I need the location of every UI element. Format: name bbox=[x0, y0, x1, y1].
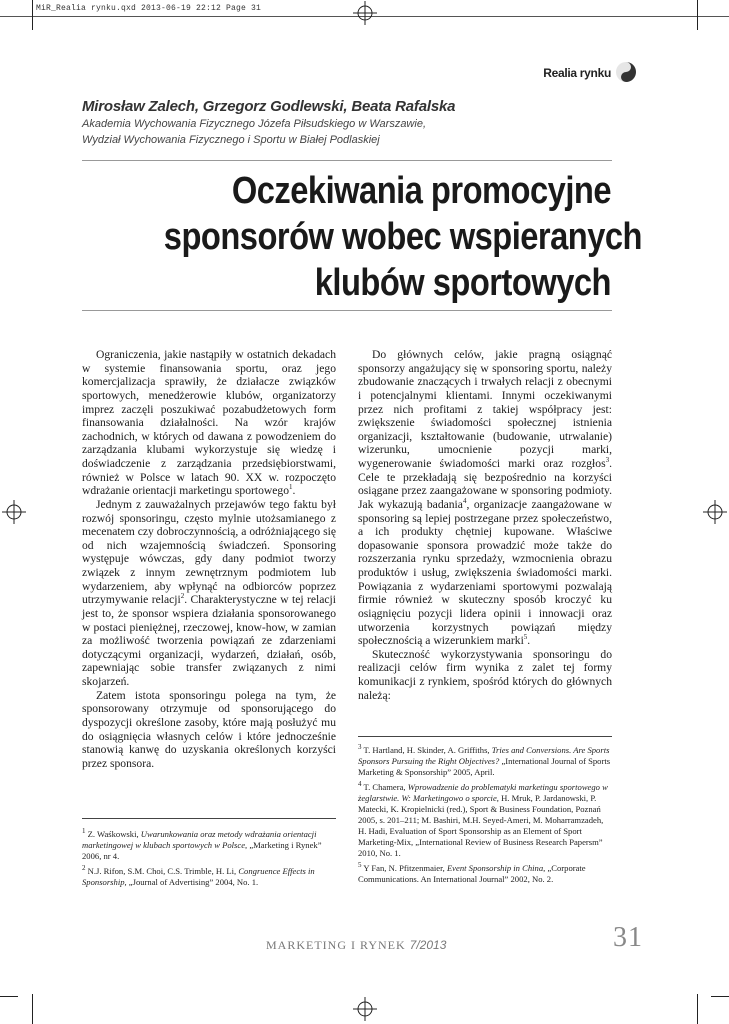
footnote-rule bbox=[82, 818, 336, 819]
registration-mark-icon bbox=[353, 1, 377, 25]
footnote: $^5$ Y Fan, N. Pfitzenmaier, Event Sponsorship in China, „Corporate Communications. An International Journal” 2002, No. 2. bbox=[358, 860, 586, 884]
paragraph: Skuteczność wykorzystywania sponsoringu do realizacji celów firm wynika z zalet tej formy komunikacji z rynkiem, spośród których do głównych należą: bbox=[358, 647, 612, 702]
affiliation-line: Wydział Wychowania Fizycznego i Sportu w Białej Podlaskiej bbox=[82, 134, 380, 146]
paragraph: Do głównych celów, jakie pragną osiągnąć sponsorzy angażujący się w sponsoring sportu, należy zbudowanie znaczących i trwałych relacji z obecnymi i potencjalnymi klientami. Innymi oczekiwanymi przez nich profitami z takiej współpracy jest: zwiększenie świadomości społecznej istnienia organizacji, kształtowanie (budowanie, utrwalanie) wizerunku, umocnienie pozycji marki, wygenerowanie świadomości marki oraz rozgłos$^3$. Cele te przekładają się bezpośrednio na korzyści osiągane przez zaangażowane w sponsoring podmioty. Jak wykazują badania$^4$, organizacje zaangażowane w sponsoring są lepiej postrzegane przez społeczeństwo, a ich produkty chętniej kupowane. Właściwe dopasowanie sponsora prowadzić może także do rozszerzania rynku sprzedaży, wzmocnienia obrazu produktów i usług, zwiększenia świadomości marki. Powiązania z wydarzeniami sportowymi pozwalają firmie również w skuteczny sposób kroczyć ku osiągnięciu pozycji lidera opinii i innowacji oraz utworzenia korzystnych powiązań między społecznością a wizerunkiem marki$^5$. bbox=[358, 348, 612, 648]
page-number: 31 bbox=[613, 922, 643, 953]
registration-mark-icon bbox=[353, 997, 377, 1021]
crop-mark bbox=[32, 994, 33, 1024]
body-column-right bbox=[358, 348, 612, 702]
crop-mark bbox=[697, 0, 698, 30]
title-line: Oczekiwania promocyjne bbox=[231, 170, 611, 212]
crop-mark bbox=[32, 0, 33, 30]
title-line: sponsorów wobec wspieranych bbox=[163, 216, 643, 258]
section-label: Realia rynku bbox=[543, 66, 611, 80]
footnotes-right bbox=[358, 742, 612, 886]
footnote-rule bbox=[358, 736, 612, 737]
paragraph: Ograniczenia, jakie nastąpiły w ostatnich dekadach w systemie finansowania sportu, oraz jego komercjalizacja sprawiły, że działacze związków sportowych, menedżerowie klubów, organizatorzy imprez zaczęli poszukiwać pozabudżetowych form finansowania działalności. Na wzór krajów zachodnich, w których od dawana z powodzeniem do zarządzania klubami wykorzystuje się wiedzę i doświadczenie z zarządzania przedsiębiorstwami, również w Polsce w latach 90. XX w. rozpoczęto wdrażanie orientacji marketingu sportowego$^1$. bbox=[82, 348, 336, 498]
header-divider bbox=[82, 160, 612, 161]
body-column-left bbox=[82, 348, 336, 770]
title-line: klubów sportowych bbox=[314, 262, 611, 304]
footnote: $^4$ T. Chamera, Wprowadzenie do problematyki marketingu sportowego w żeglarstwie. W: Marketingowo o sporcie, H. Mruk, P. Jardanowski, P. Matecki, K. Kropielnicki (red.), Sport & Business Foundation, Poznań 2005, s. 201–211; M. Bashiri, M.H. Seyed-Ameri, M. Moharramzadeh, H. Hadi, Evaluation of Sport Sponsorship as an Element of Sport Marketing-Mix, „International Review of Business Research Papersm” 2010, No. 1. bbox=[358, 779, 608, 858]
crop-mark bbox=[697, 994, 698, 1024]
title-divider bbox=[82, 310, 612, 311]
paragraph: Jednym z zauważalnych przejawów tego faktu był rozwój sponsoringu, często mylnie utożsamianego z mecenatem czy dobroczynnością, a odróżniającego się od nich wzajemnością świadczeń. Sponsoring występuje wówczas, gdy dany podmiot tworzy związek z innym zewnętrznym podmiotem lub wydarzeniem, aby wpłynąć na odbiorców poprzez utrzymywanie relacji$^2$. Charakterystyczne w tej relacji jest to, że sponsor wspiera działania sponsorowanego w postaci pieniężnej, rzeczowej, know-how, w zamian za możliwość tworzenia powiązań ze zdarzeniami dotyczącymi organizacji, wydarzeń, działań, osób, zapewniając sobie transfer związanych z nimi skojarzeń. bbox=[82, 497, 337, 688]
paragraph: Zatem istota sponsoringu polega na tym, że sponsorowany otrzymuje od sponsorującego do dyspozycji określone zasoby, które mają posłużyć mu do osiągnięcia własnych celów i które jednocześnie stanowią kanwę do uzyskania określonych korzyści przez sponsora. bbox=[82, 688, 336, 770]
footnote: $^3$ T. Hartland, H. Skinder, A. Griffiths, Tries and Conversions. Are Sports Sponsors Pursuing the Right Objectives? „International Journal of Sports Marketing & Sponsorship” 2005, April. bbox=[358, 743, 611, 777]
article-authors: Mirosław Zalech, Grzegorz Godlewski, Beata Rafalska bbox=[82, 98, 456, 115]
footnotes-left bbox=[82, 826, 336, 889]
registration-mark-icon bbox=[703, 500, 727, 524]
registration-mark-icon bbox=[2, 500, 26, 524]
journal-footer: MARKETING I RYNEK 7/2013 bbox=[266, 938, 447, 952]
print-slug: MiR_Realia rynku.qxd 2013-06-19 22:12 Page 31 bbox=[36, 4, 262, 13]
footnote: $^2$ N.J. Rifon, S.M. Choi, C.S. Trimble, H. Li, Congruence Effects in Sponsorship, „Journal of Advertising” 2004, No. 1. bbox=[82, 863, 315, 887]
article-title bbox=[163, 168, 643, 306]
crop-mark bbox=[711, 996, 729, 997]
affiliation-line: Akademia Wychowania Fizycznego Józefa Piłsudskiego w Warszawie, bbox=[82, 118, 426, 130]
footnote: $^1$ Z. Waśkowski, Uwarunkowania oraz metody wdrażania orientacji marketingowej w klubach sportowych w Polsce, „Marketing i Rynek” 2006, nr 4. bbox=[82, 827, 322, 861]
yin-yang-icon bbox=[615, 61, 637, 83]
crop-mark bbox=[0, 996, 18, 997]
